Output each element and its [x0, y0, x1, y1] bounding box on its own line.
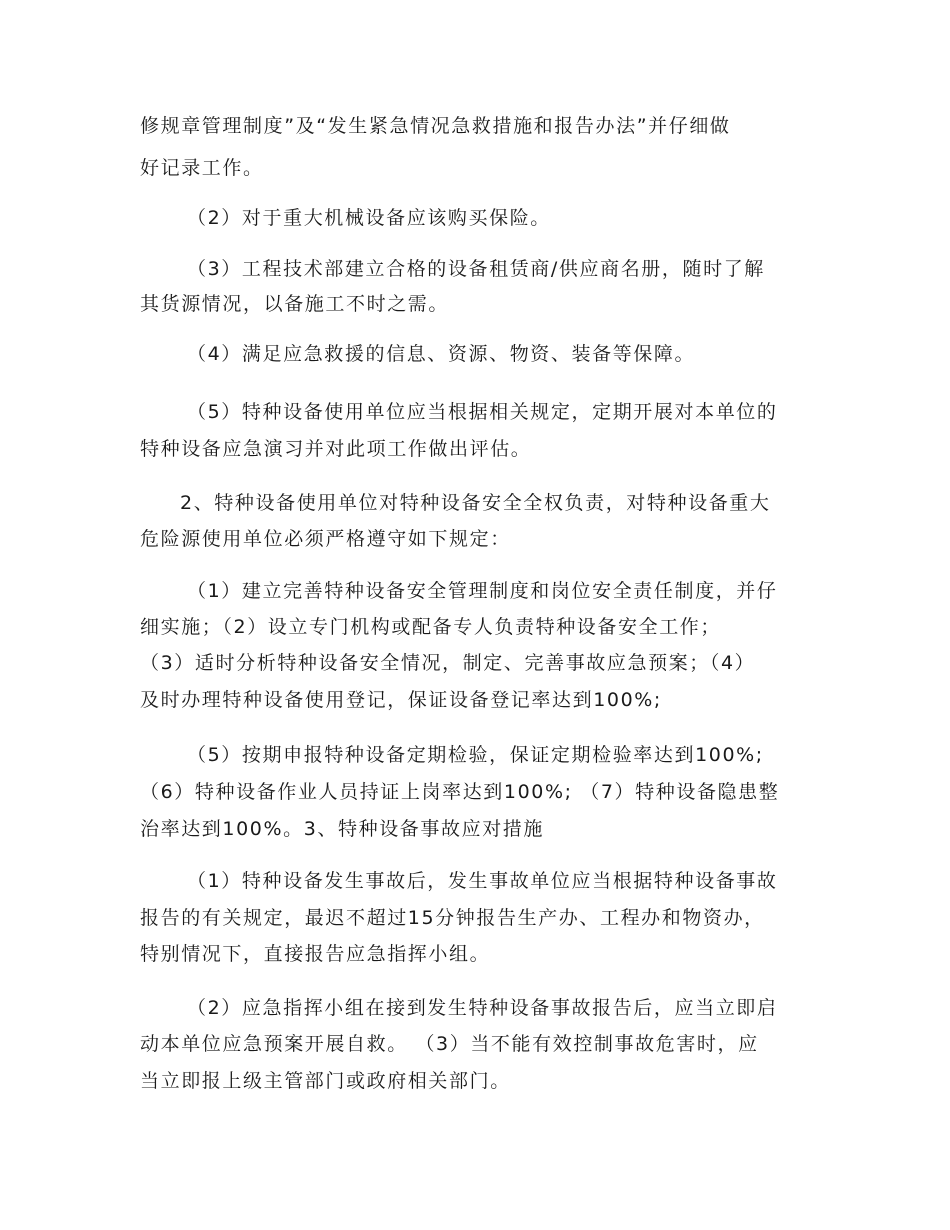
- text-line: （5）按期申报特种设备定期检验，保证定期检验率达到100%;: [187, 744, 764, 766]
- text-line: （4）满足应急救援的信息、资源、物资、装备等保障。: [187, 343, 696, 365]
- text-line: 及时办理特种设备使用登记，保证设备登记率达到100%;: [140, 689, 662, 711]
- text-line: 好记录工作。: [140, 157, 264, 179]
- text-line: （3）工程技术部建立合格的设备租赁商/供应商名册，随时了解: [187, 258, 765, 280]
- text-line: 修规章管理制度”及“发生紧急情况急救措施和报告办法”并仔细做: [140, 115, 731, 137]
- text-line: （5）特种设备使用单位应当根据相关规定，定期开展对本单位的: [187, 401, 778, 423]
- text-line: 动本单位应急预案开展自救。 （3）当不能有效控制事故危害时，应: [140, 1033, 759, 1055]
- text-line: 细实施；（2）设立专门机构或配备专人负责特种设备安全工作；: [140, 616, 721, 638]
- text-line: （1）特种设备发生事故后，发生事故单位应当根据特种设备事故: [187, 870, 778, 892]
- text-line: 其货源情况，以备施工不时之需。: [140, 293, 450, 315]
- text-line: 治率达到100%。3、特种设备事故应对措施: [140, 818, 545, 840]
- text-line: 2、特种设备使用单位对特种设备安全全权负责，对特种设备重大: [180, 492, 771, 514]
- text-line: （6）特种设备作业人员持证上岗率达到100%; （7）特种设备隐患整: [140, 781, 780, 803]
- text-line: （2）应急指挥小组在接到发生特种设备事故报告后，应当立即启: [187, 997, 778, 1019]
- text-line: 危险源使用单位必须严格遵守如下规定：: [140, 528, 511, 550]
- text-line: 报告的有关规定，最迟不超过15分钟报告生产办、工程办和物资办，: [140, 907, 765, 929]
- text-line: 特种设备应急演习并对此项工作做出评估。: [140, 438, 532, 460]
- text-line: （1）建立完善特种设备安全管理制度和岗位安全责任制度，并仔: [187, 580, 778, 602]
- text-line: （3）适时分析特种设备安全情况，制定、完善事故应急预案；（4）: [140, 652, 756, 674]
- text-line: 特别情况下，直接报告应急指挥小组。: [140, 943, 491, 965]
- text-line: 当立即报上级主管部门或政府相关部门。: [140, 1070, 511, 1092]
- text-line: （2）对于重大机械设备应该购买保险。: [187, 207, 551, 229]
